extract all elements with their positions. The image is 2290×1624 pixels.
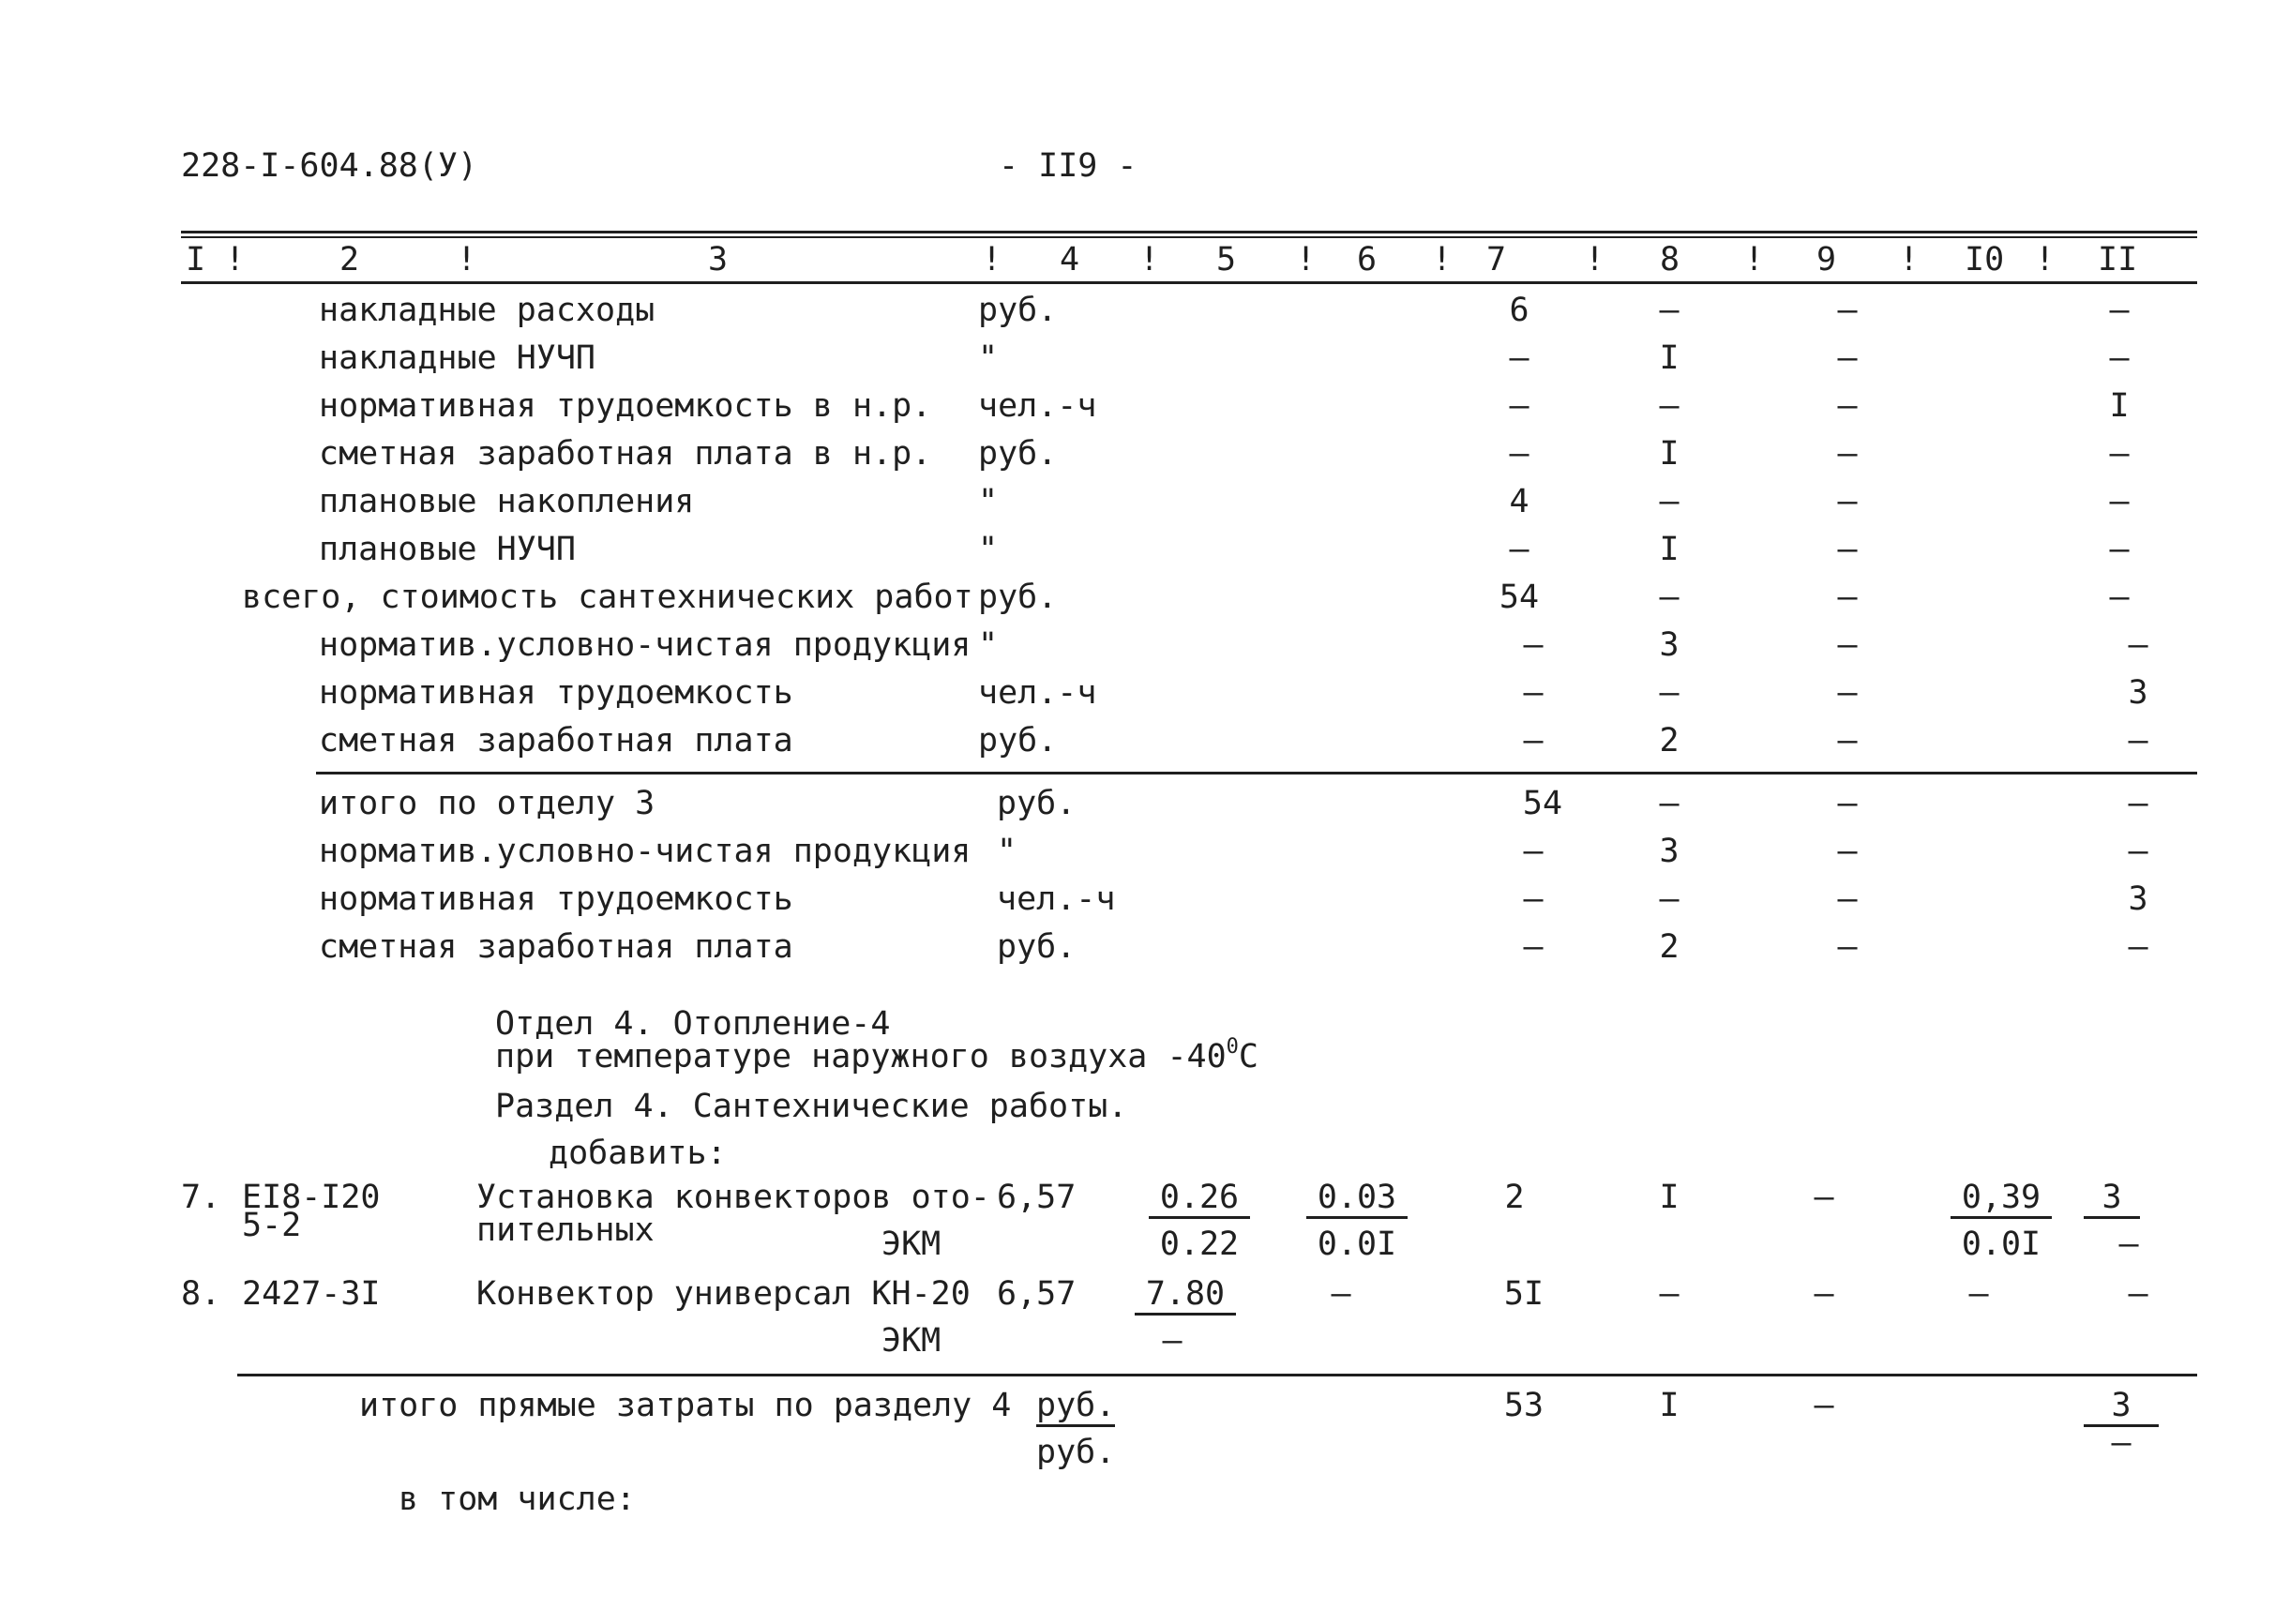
item-code: 2427-3I xyxy=(242,1275,381,1313)
cell-col9: – xyxy=(1837,674,1858,712)
row-unit: чел.-ч xyxy=(978,387,1097,425)
cell-col8: I xyxy=(1659,339,1680,377)
cell-col4: 6,57 xyxy=(997,1179,1077,1216)
cell-col11: I xyxy=(2109,387,2130,425)
row-unit: " xyxy=(997,833,1017,870)
cell-col8: – xyxy=(1659,292,1680,329)
cell-col8: 2 xyxy=(1659,928,1680,966)
table-top-rule-2 xyxy=(181,236,2197,238)
section-heading-department: Отдел 4. Отопление-4 xyxy=(495,1005,891,1043)
column-separator: ! xyxy=(1744,241,1765,278)
cell-col9: – xyxy=(1837,833,1858,870)
row-name: накладные расходы xyxy=(319,292,655,329)
row-name: норматив.условно-чистая продукция xyxy=(319,626,972,664)
cell-col7: 54 xyxy=(1499,579,1540,616)
cell-col11: – xyxy=(2109,292,2130,329)
degree-sign: 0 xyxy=(1226,1035,1239,1059)
cell-col11: – xyxy=(2109,579,2130,616)
cell-col8: – xyxy=(1659,387,1680,425)
cell-col5-bottom: – xyxy=(1162,1322,1183,1360)
row-unit: руб. xyxy=(978,579,1058,616)
cell-col8: I xyxy=(1659,1179,1680,1216)
cell-col9: – xyxy=(1837,785,1858,822)
total-unit-top: руб. xyxy=(1036,1390,1115,1427)
cell-col11: – xyxy=(2128,1275,2148,1313)
row-unit: руб. xyxy=(978,722,1058,759)
cell-col7: – xyxy=(1523,722,1544,759)
row-name: итого по отделу 3 xyxy=(319,785,655,822)
cell-col11-top: 3 xyxy=(2084,1181,2140,1219)
cell-col8: – xyxy=(1659,579,1680,616)
cell-col9: – xyxy=(1837,483,1858,520)
cell-col10: – xyxy=(1968,1275,1989,1313)
total-unit-bottom: руб. xyxy=(1036,1434,1116,1471)
cell-col7: – xyxy=(1523,626,1544,664)
cell-col9: – xyxy=(1837,387,1858,425)
column-header-4: 4 xyxy=(1060,241,1080,278)
table-header-rule xyxy=(181,281,2197,284)
item-unit-note: ЭКМ xyxy=(881,1226,942,1263)
cell-col7: 5I xyxy=(1503,1275,1544,1313)
row-name: норматив.условно-чистая продукция xyxy=(319,833,972,870)
cell-col8: 2 xyxy=(1659,722,1680,759)
cell-col11: – xyxy=(2109,435,2130,473)
row-name: нормативная трудоемкость в н.р. xyxy=(319,387,932,425)
row-unit: " xyxy=(978,483,999,520)
cell-col8: 3 xyxy=(1659,833,1680,870)
cell-col7: 54 xyxy=(1522,785,1563,822)
section-heading-add: добавить: xyxy=(549,1135,727,1172)
cell-col7: 53 xyxy=(1503,1387,1544,1424)
cell-col8: 3 xyxy=(1659,626,1680,664)
cell-col11: – xyxy=(2128,833,2148,870)
item-unit-note: ЭКМ xyxy=(881,1322,942,1360)
row-unit: руб. xyxy=(978,435,1058,473)
cell-col9: – xyxy=(1837,292,1858,329)
cell-col9: – xyxy=(1837,626,1858,664)
cell-col11: 3 xyxy=(2128,674,2148,712)
cell-col8: I xyxy=(1659,531,1680,568)
column-separator: ! xyxy=(1139,241,1160,278)
cell-col11-top: 3 xyxy=(2084,1390,2159,1427)
row-name: сметная заработная плата xyxy=(319,722,793,759)
column-header-3: 3 xyxy=(708,241,729,278)
cell-col6: – xyxy=(1331,1275,1351,1313)
column-header-8: 8 xyxy=(1660,241,1680,278)
cell-col9: – xyxy=(1814,1179,1834,1216)
section-heading-temperature xyxy=(495,1035,1258,1075)
item-number: 8. xyxy=(181,1275,221,1313)
row-name: нормативная трудоемкость xyxy=(319,674,793,712)
item-name-continued: пительных xyxy=(476,1211,655,1249)
row-unit: " xyxy=(978,339,999,377)
cell-col9: – xyxy=(1814,1275,1834,1313)
column-header-1: I xyxy=(186,241,206,278)
item-name: Конвектор универсал КН-20 xyxy=(476,1275,971,1313)
cell-col11: – xyxy=(2128,928,2148,966)
column-separator: ! xyxy=(1585,241,1605,278)
cell-col8: – xyxy=(1659,785,1680,822)
column-header-10: I0 xyxy=(1965,241,2005,278)
column-header-5: 5 xyxy=(1216,241,1237,278)
column-separator: ! xyxy=(982,241,1002,278)
cell-col7: 2 xyxy=(1504,1179,1525,1216)
cell-col7: – xyxy=(1509,531,1529,568)
cell-col5-top: 0.26 xyxy=(1149,1181,1250,1219)
cell-col5-bottom: 0.22 xyxy=(1159,1226,1240,1263)
cell-col9: – xyxy=(1837,880,1858,918)
page-number: - II9 - xyxy=(999,147,1137,185)
item-code: EI8-I20 xyxy=(242,1179,381,1216)
cell-col11: – xyxy=(2128,785,2148,822)
cell-col7: – xyxy=(1509,387,1529,425)
cell-col11: – xyxy=(2109,531,2130,568)
column-header-9: 9 xyxy=(1816,241,1837,278)
item-number: 7. xyxy=(181,1179,221,1216)
cell-col7: – xyxy=(1523,674,1544,712)
temperature-unit: С xyxy=(1238,1038,1258,1075)
cell-col11-bottom: – xyxy=(2111,1424,2132,1462)
row-name: накладные НУЧП xyxy=(319,339,596,377)
row-name: всего, стоимость сантехнических работ xyxy=(242,579,973,616)
cell-col7: 6 xyxy=(1509,292,1529,329)
cell-col6-top: 0.03 xyxy=(1306,1181,1408,1219)
cell-col9: – xyxy=(1837,722,1858,759)
column-header-7: 7 xyxy=(1486,241,1507,278)
cell-col9: – xyxy=(1837,579,1858,616)
cell-col9: – xyxy=(1837,531,1858,568)
cell-col11-bottom: – xyxy=(2118,1226,2139,1263)
cell-col11: – xyxy=(2128,626,2148,664)
total-label: итого прямые затраты по разделу 4 xyxy=(359,1387,1012,1424)
column-header-11: II xyxy=(2098,241,2138,278)
row-unit: чел.-ч xyxy=(997,880,1116,918)
cell-col7: – xyxy=(1509,339,1529,377)
cell-col9: – xyxy=(1837,435,1858,473)
temperature-text: при температуре наружного воздуха -40 xyxy=(495,1038,1227,1075)
row-name: сметная заработная плата в н.р. xyxy=(319,435,932,473)
column-separator: ! xyxy=(457,241,477,278)
row-unit: руб. xyxy=(997,928,1077,966)
cell-col6-bottom: 0.0I xyxy=(1317,1226,1397,1263)
row-unit: чел.-ч xyxy=(978,674,1097,712)
cell-col7: – xyxy=(1509,435,1529,473)
cell-col8: I xyxy=(1659,1387,1680,1424)
column-separator: ! xyxy=(2035,241,2056,278)
cell-col10-bottom: 0.0I xyxy=(1961,1226,2041,1263)
row-unit: " xyxy=(978,531,999,568)
row-name: нормативная трудоемкость xyxy=(319,880,793,918)
column-header-6: 6 xyxy=(1357,241,1378,278)
row-unit: руб. xyxy=(978,292,1058,329)
cell-col8: – xyxy=(1659,880,1680,918)
row-name: плановые накопления xyxy=(319,483,695,520)
cell-col11: 3 xyxy=(2128,880,2148,918)
column-separator: ! xyxy=(1296,241,1317,278)
cell-col11: – xyxy=(2109,483,2130,520)
column-header-2: 2 xyxy=(339,241,360,278)
cell-col5-top: 7.80 xyxy=(1135,1278,1236,1316)
cell-col9: – xyxy=(1837,339,1858,377)
cell-col7: – xyxy=(1523,928,1544,966)
cell-col10-top: 0,39 xyxy=(1951,1181,2052,1219)
cell-col9: – xyxy=(1814,1387,1834,1424)
cell-col7: 4 xyxy=(1509,483,1529,520)
cell-col7: – xyxy=(1523,833,1544,870)
subtotal-rule xyxy=(316,772,2197,774)
column-separator: ! xyxy=(1899,241,1920,278)
section-heading-division: Раздел 4. Сантехнические работы. xyxy=(495,1088,1128,1125)
item-code-suffix: 5-2 xyxy=(242,1207,302,1244)
table-top-rule xyxy=(181,231,2197,233)
cell-col11: – xyxy=(2128,722,2148,759)
cell-col9: – xyxy=(1837,928,1858,966)
cell-col8: – xyxy=(1659,674,1680,712)
item-name: Установка конвекторов ото- xyxy=(476,1179,990,1216)
row-name: сметная заработная плата xyxy=(319,928,793,966)
row-unit: " xyxy=(978,626,999,664)
cell-col8: – xyxy=(1659,1275,1680,1313)
footer-note: в том числе: xyxy=(399,1481,636,1518)
cell-col11: – xyxy=(2109,339,2130,377)
column-separator: ! xyxy=(225,241,246,278)
cell-col4: 6,57 xyxy=(997,1275,1077,1313)
row-name: плановые НУЧП xyxy=(319,531,576,568)
cell-col8: I xyxy=(1659,435,1680,473)
doc-code: 228-I-604.88(У) xyxy=(181,147,478,185)
total-rule xyxy=(237,1374,2197,1376)
row-unit: руб. xyxy=(997,785,1077,822)
column-separator: ! xyxy=(1432,241,1453,278)
cell-col7: – xyxy=(1523,880,1544,918)
cell-col8: – xyxy=(1659,483,1680,520)
